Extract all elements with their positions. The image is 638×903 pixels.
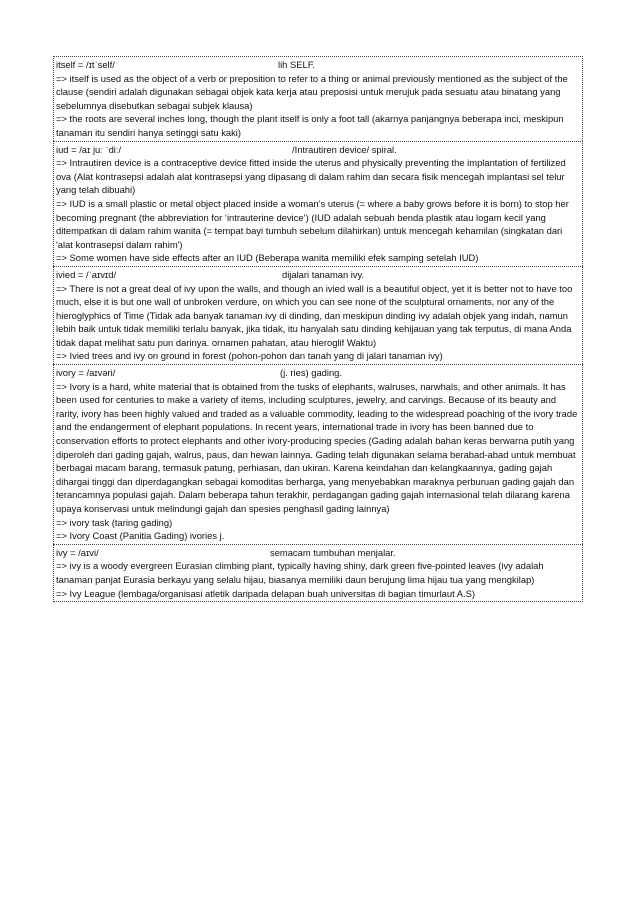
example-line: => There is not a great deal of ivy upon the walls, and though an ivied wall is a beautiful object, yet it is better not to have too much, else it is but one wall of unbroken verdure, on which you can see none of the sculptural ornaments, nor any of the hieroglyphics of Time (Tidak ada banyak tanaman ivy di dinding, dan meskipun dinding ivy adalah objek yang indah, namun lebih baik untuk tidak memiliki terlalu banyak, jika tidak, itu hanyalah satu dinding kehijauan yang tak terputus, di mana Anda tidak dapat melihat satu pun darinya. ornamen pahatan, atau hieroglif Waktu) — [56, 282, 573, 348]
entry-ivy — [53, 544, 583, 602]
definition-line: => ivy is a woody evergreen Eurasian climbing plant, typically having shiny, dark green five-pointed leaves (ivy adalah tanaman panjat Eurasia berkayu yang selalu hijau, biasanya memiliki daun berujung lima hijau tua yang mengkilap) — [56, 560, 544, 585]
example-line: => Some women have side effects after an IUD (Beberapa wanita memiliki efek samping setelah IUD) — [56, 252, 479, 264]
entry-header — [56, 143, 580, 157]
example-line: => Ivory Coast (Panitia Gading) ivories j. — [56, 530, 225, 542]
definition-line: => IUD is a small plastic or metal object placed inside a woman’s uterus (= where a baby grows before it is born) to stop her becoming pregnant (the abbreviation for ‘intrauterine device’) (IUD adalah sebuah benda plastik atau logam kecil yang ditempatkan di dalam rahim wanita (= tempat bayi tumbuh sebelum dilahirkan) untuk mencegah kehamilan (singkatan dari 'alat kontrasepsi dalam rahim') — [56, 197, 569, 250]
gloss: dijalari tanaman ivy. — [282, 268, 365, 280]
headword: ivied = /ˈaɪvɪd/ — [56, 268, 117, 280]
dictionary-page — [53, 56, 583, 602]
headword: ivory = /aɪvəri/ — [56, 367, 116, 379]
gloss: /Intrautiren device/ spiral. — [292, 143, 397, 155]
example-line: => Ivied trees and ivy on ground in forest (pohon-pohon dan tanah yang di jalari tanaman ivy) — [56, 350, 443, 362]
entry-ivied — [53, 266, 583, 364]
entry-itself — [53, 56, 583, 141]
gloss: lih SELF. — [278, 59, 315, 70]
definition-line: => Ivory is a hard, white material that is obtained from the tusks of elephants, walruses, narwhals, and other animals. It has been used for centuries to make a variety of items, including sculptures, jewelry, and carvings. Because of its beauty and rarity, ivory has been highly valued and traded as a valuable commodity, leading to the widespread poaching of the ivory trade and the endangerment of elephant populations. In recent years, international trade in ivory has been banned due to conservation efforts to protect elephants and other ivory-producing species (Gading adalah bahan keras berwarna putih yang diperoleh dari gading gajah, walrus, paus, dan hewan lainnya. Gading telah digunakan selama berabad-abad untuk membuat berbagai macam barang, termasuk patung, perhiasan, dan ukiran. Karena keindahan dan kelangkaannya, gading gajah dihargai tinggi dan diperdagangkan sebagai komoditas berharga, yang menyebabkan maraknya perburuan gading gajah dan terancamnya populasi gajah. Dalam beberapa tahun terakhir, perdagangan gading gajah internasional telah dilarang karena upaya konservasi untuk melindungi gajah dan spesies penghasil gading lainnya) — [56, 380, 578, 514]
gloss: semacam tumbuhan menjalar. — [270, 546, 396, 558]
headword: ivy = /aɪvi/ — [56, 546, 99, 558]
entry-header — [56, 58, 580, 72]
example-line: => Ivy League (lembaga/organisasi atletik daripada delapan buah universitas di bagian timurlaut A.S) — [56, 587, 476, 599]
gloss: (j. ries) gading. — [280, 367, 343, 379]
entry-header — [56, 546, 580, 560]
entry-header — [56, 268, 580, 282]
entry-header — [56, 366, 580, 380]
definition-line: => Intrautiren device is a contraceptive device fitted inside the uterus and physically preventing the implantation of fertilized ova (Alat kontrasepsi adalah alat kontrasepsi yang dipasang di dalam rahim dan secara fisik mencegah implantasi sel telur yang telah dibuahi) — [56, 157, 566, 196]
headword: iud = /aɪ juː ˈdiː/ — [56, 143, 122, 155]
headword: itself = /ɪtˈself/ — [56, 59, 115, 70]
entry-iud — [53, 141, 583, 266]
entry-ivory — [53, 364, 583, 544]
definition-line: => itself is used as the object of a verb or preposition to refer to a thing or animal previously mentioned as the subject of the clause (sendiri adalah digunakan sebagai objek kata kerja atau preposisi untuk merujuk pada sesuatu atau binatang yang sebelumnya disebutkan sebagai subjek klausa) — [56, 72, 568, 111]
example-line: => ivory task (taring gading) — [56, 516, 173, 528]
example-line: => the roots are several inches long, though the plant itself is only a foot tall (akarnya panjangnya beberapa inci, meskipun tanaman itu sendiri hanya setinggi satu kaki) — [56, 113, 564, 138]
